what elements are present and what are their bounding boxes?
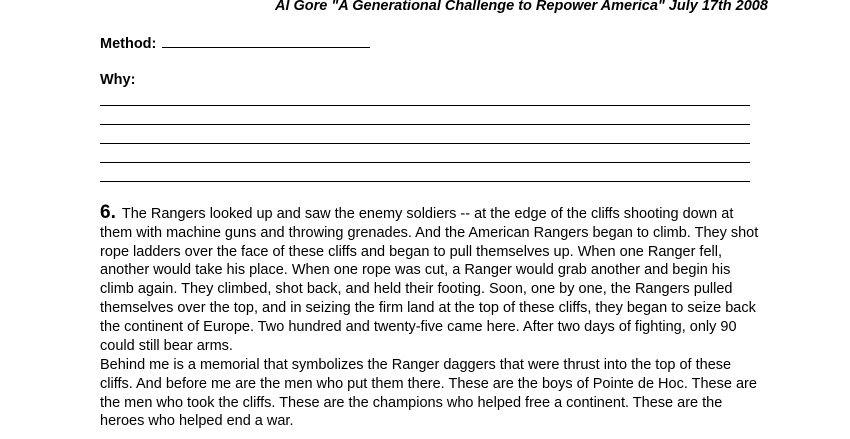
method-answer-field[interactable] — [162, 34, 370, 48]
question-6-text: The Rangers looked up and saw the enemy soldiers -- at the edge of the cliffs shooting down at them with machine guns and throwing grenades. And the American Rangers began to climb. They shot rope ladders over the face of these cliffs and began to pull themselves up. When one Ranger fell, another would take his place. When one rope was cut, a Ranger would grab another and begin his climb again. They climbed, shot back, and held their footing. Soon, one by one, the Rangers pulled themselves over the top, and in seizing the firm land at the top of these cliffs, they began to seize back the continent of Europe. Two hundred and twenty-five came here. After two days of fighting, only 90 could still bear arms. — [100, 206, 759, 354]
method-label: Method: — [100, 36, 157, 52]
question-6-paragraph — [100, 204, 760, 355]
why-answer-line-1[interactable] — [100, 105, 750, 106]
why-label: Why: — [100, 72, 136, 88]
why-answer-line-4[interactable] — [100, 162, 750, 163]
memorial-paragraph: Behind me is a memorial that symbolizes the Ranger daggers that were thrust into the top of these cliffs. And before me are the men who put them there. These are the boys of Pointe de Hoc. These are the men who took the cliffs. These are the champions who helped free a continent. These are the heroes who helped end a war. — [100, 357, 757, 430]
why-answer-line-2[interactable] — [100, 124, 750, 125]
why-answer-line-3[interactable] — [100, 143, 750, 144]
method-row — [100, 34, 370, 52]
question-number: 6. — [100, 202, 116, 223]
why-answer-line-5[interactable] — [100, 181, 750, 182]
page-title: Al Gore "A Generational Challenge to Repower America" July 17th 2008 — [275, 0, 768, 14]
